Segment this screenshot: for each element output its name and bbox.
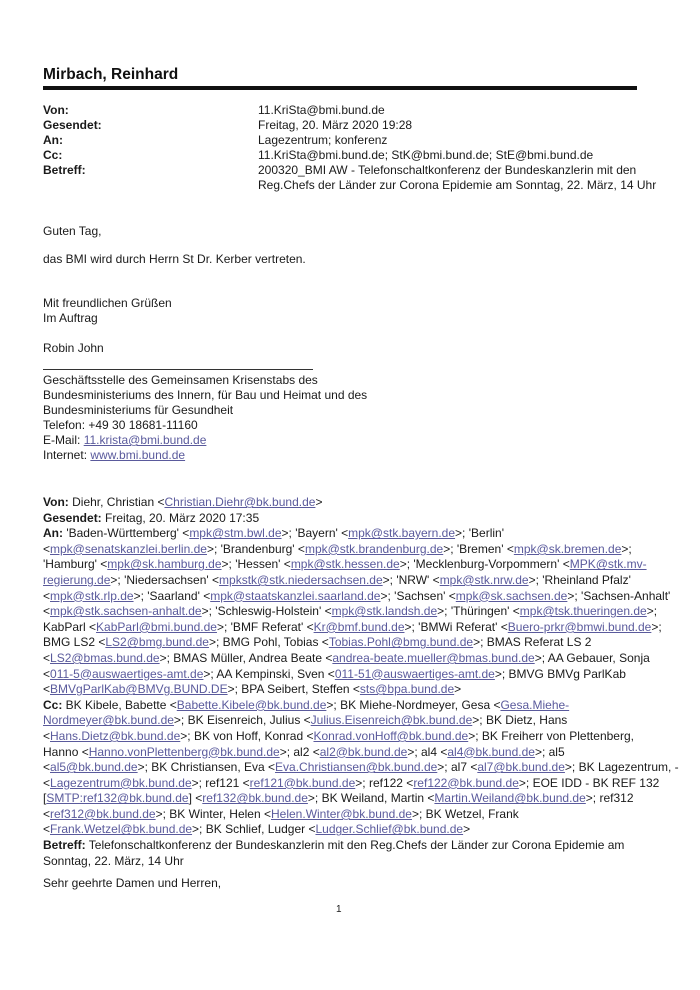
text-segment: < <box>43 760 51 775</box>
email-link[interactable]: al7@bk.bund.de <box>477 760 565 775</box>
text-segment: >; AA Gebauer, Sonja <box>534 650 650 665</box>
email-link[interactable]: Konrad.vonHoff@bk.bund.de <box>313 728 469 743</box>
email-link[interactable]: al5@bk.bund.de <box>50 760 138 775</box>
field-label: An: <box>43 526 63 541</box>
email-link[interactable]: mpk@stk.landsh.de <box>331 604 438 619</box>
header-sent-value: Freitag, 20. März 2020 19:28 <box>258 118 413 132</box>
email-link[interactable]: mpk@sk.bremen.de <box>513 541 622 556</box>
text-segment: Sonntag, 22. März, 14 Uhr <box>43 853 184 868</box>
forwarded-line <box>43 526 643 542</box>
closing-line1: Mit freundlichen Grüßen <box>43 296 172 310</box>
text-segment: < <box>43 822 51 837</box>
text-segment: > <box>315 495 323 509</box>
text-segment: >; al5 <box>534 744 565 759</box>
text-segment: >; BK Wetzel, Frank <box>411 806 519 821</box>
page-number: 1 <box>336 904 342 915</box>
header-from-label: Von: <box>43 103 69 117</box>
closing-line2: Im Auftrag <box>43 311 98 325</box>
body-text: das BMI wird durch Herrn St Dr. Kerber vertreten. <box>43 252 306 266</box>
email-link[interactable]: Nordmeyer@bk.bund.de <box>43 713 174 728</box>
text-segment: >; BK Christiansen, Eva < <box>137 760 276 775</box>
email-link[interactable]: mpk@stk.bayern.de <box>348 526 456 541</box>
forwarded-line <box>43 635 643 651</box>
text-segment: < <box>43 650 51 665</box>
text-segment: [ <box>43 791 47 806</box>
text-segment: >; BMVG BMVg ParlKab <box>494 666 626 681</box>
email-link[interactable]: al2@bk.bund.de <box>319 744 408 759</box>
header-subject-line2: Reg.Chefs der Länder zur Corona Epidemie am Sonntag, 22. März, 14 Uhr <box>258 178 657 192</box>
text-segment: >; BK Eisenreich, Julius < <box>173 713 311 728</box>
text-segment: >; 'Niedersachsen' < <box>110 572 220 587</box>
email-link[interactable]: ref121@bk.bund.de <box>249 775 356 790</box>
text-segment: >; BK von Hoff, Konrad < <box>180 728 314 743</box>
email-link[interactable]: LS2@bmg.bund.de <box>105 635 209 650</box>
text-segment: >; 'BMF Referat' < <box>216 619 314 634</box>
text-segment: >; EOE IDD - BK REF 132 <box>518 775 660 790</box>
email-link[interactable]: mpk@stk.brandenburg.de <box>304 541 444 556</box>
forwarded-line <box>43 573 643 589</box>
email-link[interactable]: SMTP:ref132@bk.bund.de <box>46 791 189 806</box>
sender-heading: Mirbach, Reinhard <box>43 66 179 83</box>
field-label: Cc: <box>43 697 63 712</box>
forwarded-line <box>43 542 643 558</box>
email-link[interactable]: Lagezentrum@bk.bund.de <box>50 775 192 790</box>
text-segment: >; 'Mecklenburg-Vorpommern' < <box>399 557 570 572</box>
field-label: Betreff: <box>43 838 86 853</box>
email-link[interactable]: mpk@staatskanzlei.saarland.de <box>210 588 381 603</box>
forwarded-line <box>43 511 643 527</box>
forwarded-line <box>43 775 660 792</box>
text-segment: BMG LS2 < <box>43 635 106 650</box>
email-link[interactable]: Christian.Diehr@bk.bund.de <box>164 495 316 509</box>
email-link[interactable]: 011-5@auswaertiges-amt.de <box>50 666 204 681</box>
signature-rule <box>43 369 313 370</box>
email-link[interactable]: mpkstk@stk.niedersachsen.de <box>219 572 383 587</box>
text-segment: >; <box>651 619 662 634</box>
text-segment: < <box>43 682 51 697</box>
email-link[interactable]: MPK@stk.mv- <box>569 557 647 572</box>
email-link[interactable]: mpk@stk.rlp.de <box>50 588 134 603</box>
email-link[interactable]: Tobias.Pohl@bmg.bund.de <box>328 635 474 650</box>
text-segment: >; 'Hessen' < <box>221 557 291 572</box>
text-segment: >; 'Sachsen-Anhalt' <box>567 588 671 603</box>
text-segment: >; BK Schlief, Ludger < <box>192 822 316 837</box>
text-segment: >; 'BMWi Referat' < <box>404 619 508 634</box>
email-link[interactable]: mpk@stk.sachsen-anhalt.de <box>50 604 202 619</box>
text-segment: >; al7 < <box>437 760 478 775</box>
email-link[interactable]: sts@bpa.bund.de <box>359 682 455 697</box>
text-segment: >; BK Weiland, Martin < <box>307 791 435 806</box>
forwarded-line <box>43 729 643 745</box>
sig-email <box>43 433 206 448</box>
forwarded-line <box>43 791 643 807</box>
email-link[interactable]: LS2@bmas.bund.de <box>50 650 160 665</box>
email-link[interactable]: ref122@bk.bund.de <box>413 775 519 790</box>
email-link[interactable]: Julius.Eisenreich@bk.bund.de <box>310 713 473 728</box>
header-to-value: Lagezentrum; konferenz <box>258 133 388 147</box>
text-segment: >; <box>646 604 658 619</box>
sig-internet-label: Internet: <box>43 448 88 462</box>
email-link[interactable]: mpk@sk.hamburg.de <box>107 557 222 572</box>
email-link[interactable]: Buero-prkr@bmwi.bund.de <box>507 619 652 634</box>
forwarded-line <box>43 667 643 683</box>
text-segment: Telefonschaltkonferenz der Bundeskanzlerin mit den Reg.Chefs der Länder zur Corona Epidemie am <box>85 838 625 853</box>
sig-org1: Geschäftsstelle des Gemeinsamen Krisenstabs des <box>43 373 318 387</box>
sig-phone: Telefon: +49 30 18681-11160 <box>43 418 198 432</box>
forwarded-line <box>43 588 671 605</box>
email-link[interactable]: Martin.Weiland@bk.bund.de <box>434 791 586 806</box>
forwarded-line <box>43 698 643 714</box>
sig-email-link[interactable]: 11.krista@bmi.bund.de <box>83 433 207 447</box>
text-segment: >; 'Rheinland Pfalz' <box>528 572 631 587</box>
text-segment: >; BMAS Referat LS 2 <box>473 635 592 650</box>
text-segment: >; ref122 < <box>355 775 414 790</box>
text-segment: >; 'Brandenburg' < <box>206 541 305 556</box>
email-link[interactable]: Gesa.Miehe- <box>500 697 570 712</box>
forwarded-line <box>43 854 643 870</box>
text-segment: >; al4 < <box>407 744 448 759</box>
forwarded-line <box>43 619 662 636</box>
text-segment: BK Kibele, Babette < <box>62 697 177 712</box>
text-segment: >; 'Saarland' < <box>133 588 211 603</box>
text-segment: >; ref121 < <box>191 775 250 790</box>
text-segment: >; BK Lagezentrum, - <box>564 760 679 775</box>
text-segment: >; 'Bayern' < <box>281 526 349 541</box>
header-subject-line1: 200320_BMI AW - Telefonschaltkonferenz der Bundeskanzlerin mit den <box>258 163 637 177</box>
text-segment: >; BK Freiherr von Plettenberg, <box>468 728 634 743</box>
text-segment: 'Hamburg' < <box>43 557 108 572</box>
text-segment: >; 'NRW' < <box>382 572 440 587</box>
sig-internet <box>43 448 185 463</box>
email-link[interactable]: al4@bk.bund.de <box>447 744 535 759</box>
forwarded-line <box>43 604 658 620</box>
header-from-value: 11.KriSta@bmi.bund.de <box>258 103 385 117</box>
field-label: Von: <box>43 495 69 509</box>
text-segment: >; 'Thüringen' < <box>437 604 520 619</box>
sig-org2: Bundesministeriums des Innern, für Bau und Heimat und des <box>43 388 368 402</box>
forwarded-line <box>43 495 643 511</box>
text-segment: < <box>43 728 51 743</box>
header-cc-value: 11.KriSta@bmi.bund.de; StK@bmi.bund.de; StE@bmi.bund.de <box>258 148 594 162</box>
email-link[interactable]: Babette.Kibele@bk.bund.de <box>176 697 327 712</box>
text-segment: < <box>43 775 51 790</box>
forwarded-line <box>43 807 643 823</box>
text-segment: >; ref312 <box>585 791 634 806</box>
text-segment: < <box>43 806 51 821</box>
header-subject-label: Betreff: <box>43 163 86 177</box>
text-segment: KabParl < <box>43 619 97 634</box>
forwarded-line <box>43 760 679 776</box>
forwarded-line <box>43 822 643 838</box>
email-link[interactable]: ref132@bk.bund.de <box>202 791 308 806</box>
signer-name: Robin John <box>43 341 104 355</box>
email-link[interactable]: Eva.Christiansen@bk.bund.de <box>275 760 438 775</box>
email-link[interactable]: andrea-beate.mueller@bmas.bund.de <box>332 650 535 665</box>
text-segment: Freitag, 20. März 2020 17:35 <box>101 510 260 525</box>
email-link[interactable]: mpk@senatskanzlei.berlin.de <box>50 541 207 556</box>
text-segment: >; 'Sachsen' < <box>380 588 456 603</box>
text-segment: Hanno < <box>43 744 89 759</box>
text-segment: >; AA Kempinski, Sven < <box>203 666 335 681</box>
forwarded-line <box>43 745 643 761</box>
forwarded-line <box>43 650 650 667</box>
email-link[interactable]: KabParl@bmi.bund.de <box>96 619 217 634</box>
text-segment: 'Baden-Württemberg' < <box>63 526 190 541</box>
sig-org3: Bundesministeriums für Gesundheit <box>43 403 234 417</box>
email-link[interactable]: ref312@bk.bund.de <box>50 806 156 821</box>
text-segment: >; BK Winter, Helen < <box>155 806 271 821</box>
text-segment: >; al2 < <box>279 744 320 759</box>
email-link[interactable]: Hanno.vonPlettenberg@bk.bund.de <box>88 744 280 759</box>
text-segment: >; BMAS Müller, Andrea Beate < <box>159 650 333 665</box>
text-segment: >; BPA Seibert, Steffen < <box>227 682 360 697</box>
email-link[interactable]: mpk@tsk.thueringen.de <box>519 604 647 619</box>
field-label: Gesendet: <box>43 510 102 525</box>
text-segment: > <box>463 822 471 837</box>
text-segment: ] < <box>188 791 203 806</box>
greeting: Guten Tag, <box>43 224 102 238</box>
forwarded-line <box>43 838 643 854</box>
email-link[interactable]: BMVgParlKab@BMVg.BUND.DE <box>50 682 228 697</box>
text-segment: >; 'Schleswig-Holstein' < <box>201 604 332 619</box>
email-link[interactable]: mpk@stk.hessen.de <box>290 557 400 572</box>
email-link[interactable]: mpk@stm.bwl.de <box>189 526 282 541</box>
forwarded-line <box>43 557 647 573</box>
salutation: Sehr geehrte Damen und Herren, <box>43 876 222 890</box>
text-segment: >; BK Miehe-Nordmeyer, Gesa < <box>326 697 501 712</box>
email-link[interactable]: Ludger.Schlief@bk.bund.de <box>315 822 464 837</box>
email-link[interactable]: Hans.Dietz@bk.bund.de <box>50 728 181 743</box>
text-segment: >; 'Berlin' <box>455 526 504 541</box>
text-segment: < <box>43 666 51 681</box>
header-to-label: An: <box>43 133 63 147</box>
text-segment: Diehr, Christian < <box>68 495 165 509</box>
email-link[interactable]: Kr@bmf.bund.de <box>313 619 405 634</box>
text-segment: > <box>454 682 462 697</box>
text-segment: >; <box>621 541 632 556</box>
forwarded-message <box>43 495 679 869</box>
header-sent-label: Gesendet: <box>43 118 102 132</box>
email-link[interactable]: Frank.Wetzel@bk.bund.de <box>50 822 193 837</box>
text-segment: < <box>43 588 51 603</box>
email-link[interactable]: mpk@sk.sachsen.de <box>455 588 568 603</box>
text-segment: >; 'Bremen' < <box>443 541 514 556</box>
header-cc-label: Cc: <box>43 148 63 162</box>
forwarded-line <box>43 713 643 729</box>
email-link[interactable]: regierung.de <box>43 572 111 587</box>
sig-internet-link[interactable]: www.bmi.bund.de <box>90 448 186 462</box>
email-link[interactable]: 011-51@auswaertiges-amt.de <box>334 666 495 681</box>
text-segment: >; BK Dietz, Hans <box>472 713 568 728</box>
text-segment: < <box>43 604 51 619</box>
email-link[interactable]: mpk@stk.nrw.de <box>439 572 529 587</box>
email-link[interactable]: Helen.Winter@bk.bund.de <box>271 806 412 821</box>
heading-rule <box>43 86 637 90</box>
forwarded-line <box>43 682 643 698</box>
text-segment: < <box>43 541 51 556</box>
text-segment: >; BMG Pohl, Tobias < <box>208 635 329 650</box>
sig-email-label: E-Mail: <box>43 433 81 447</box>
